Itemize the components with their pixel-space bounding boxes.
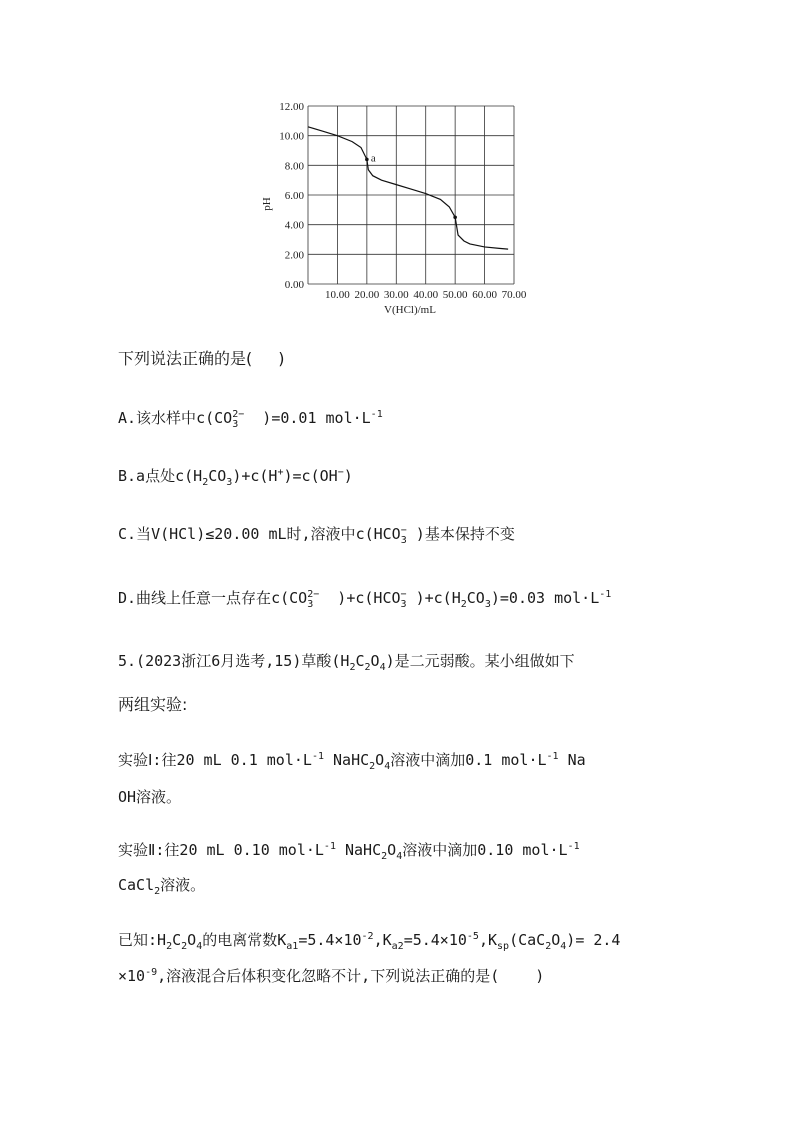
- known-end: ): [535, 967, 545, 985]
- x-tick-label: 60.00: [472, 289, 497, 301]
- exp2-label: 实验Ⅱ:往: [118, 841, 180, 859]
- known-prefix: 已知:: [118, 931, 158, 949]
- exp1-line1: 实验Ⅰ:往20 mL 0.1 $mol\cdot L^{-1}$ $NaHC_2O_4$溶液中滴加0.1 $mol\cdot L^{-1}$ Na: [118, 751, 586, 772]
- x-tick-label: 20.00: [354, 289, 380, 301]
- y-tick-label: 6.00: [284, 190, 304, 202]
- prompt-suffix: ): [278, 349, 285, 368]
- titration-curve: [308, 127, 508, 249]
- ka2-value: =5.4×10: [403, 931, 467, 949]
- q5-source: 浙江6月选考,: [181, 652, 275, 670]
- exp2-text2: 溶液中滴加: [402, 841, 478, 859]
- q5-number: 5.(2023: [118, 652, 182, 670]
- known-text1: 的电离常数: [202, 931, 278, 949]
- y-tick-label: 10.00: [279, 130, 304, 143]
- annotation-point: [453, 215, 457, 219]
- y-tick-label: 2.00: [284, 249, 304, 262]
- question-prompt: [118, 348, 285, 370]
- exp1-sup2: -1: [546, 751, 559, 762]
- option-a-value: =0.01 mol·L: [271, 409, 371, 427]
- chart-grid: [308, 106, 514, 284]
- annotation-point: [365, 158, 369, 162]
- y-axis-label: pH: [261, 197, 273, 211]
- prompt-prefix: 下列说法正确的是(: [118, 349, 253, 368]
- q5-num: 15): [274, 652, 302, 670]
- ka1-value: =5.4×10: [298, 931, 362, 949]
- exp2-sup1: -1: [323, 841, 336, 852]
- x-tick-label: 70.00: [501, 289, 527, 301]
- q5-intro-tail: 是二元弱酸。某小组做如下: [394, 652, 575, 670]
- x-tick-label: 10.00: [325, 289, 350, 301]
- option-c-condition: V(HCl)≤20.00 mL: [151, 525, 287, 543]
- ksp-tens: ×10: [118, 967, 146, 985]
- known-line2: [118, 962, 544, 987]
- x-axis-label: V(HCl)/mL: [384, 304, 436, 316]
- exp1-conc1: 20 mL 0.1 mol·L: [176, 751, 312, 769]
- option-c-mid: 时,溶液中: [286, 525, 356, 543]
- annotation-label: a: [370, 152, 376, 165]
- y-tick-label: 12.00: [279, 101, 304, 113]
- exp1-conc2: 0.1 mol·L: [465, 751, 547, 769]
- q5-intro: 草酸: [301, 652, 332, 670]
- q5-line2: 两组实验:: [118, 695, 188, 714]
- exp1-text2: 溶液中滴加: [390, 751, 466, 769]
- chart-ticks: [279, 101, 527, 301]
- option-c-tail: 基本保持不变: [424, 525, 515, 543]
- x-tick-label: 40.00: [413, 289, 439, 301]
- ksp-exp: -9: [145, 967, 158, 978]
- exp1-na: Na: [567, 751, 586, 769]
- y-tick-label: 4.00: [284, 219, 304, 232]
- option-d: D.曲线上任意一点存在$c(CO^{2-}$ 3 )+c(HCO− 3 )$+c(H_2CO_3)=0.03$ $mol\cdot L^{-1}$: [118, 589, 612, 610]
- ka2-exp: -5: [466, 931, 479, 942]
- option-b-label: B.a点处: [118, 467, 176, 485]
- titration-chart: [250, 96, 550, 326]
- exp2-line2: CaCl$_2$溶液。: [118, 876, 206, 897]
- option-a-sup: -1: [370, 409, 383, 420]
- exp2-line1: 实验Ⅱ:往20 mL 0.10 $mol\cdot L^{-1}$ $NaHC_2O_4$溶液中滴加0.10 $mol\cdot L^{-1}$: [118, 841, 580, 862]
- exp2-conc1: 20 mL 0.10 mol·L: [179, 841, 324, 859]
- exp2-tail: 溶液。: [160, 876, 206, 894]
- exp1-label: 实验Ⅰ:往: [118, 751, 177, 769]
- chart-svg: [250, 96, 550, 326]
- chart-series: [308, 127, 508, 249]
- option-a-label: A.该水样中: [118, 409, 197, 427]
- exp2-conc2: 0.10 mol·L: [477, 841, 568, 859]
- known-text2: ,溶液混合后体积变化忽略不计,下列说法正确的是(: [157, 967, 500, 985]
- option-a: A.该水样中$c(CO^{2-}$ 3 )=0.01 $mol\cdot L^{-1}$: [118, 409, 383, 430]
- ksp-value: = 2.4: [575, 931, 621, 949]
- exp2-sup2: -1: [567, 841, 580, 852]
- option-c: C.当V(HCl)≤20.00 mL时,溶液中c(HCO− 3 )基本保持不变: [118, 525, 515, 546]
- exp1-line2: OH溶液。: [118, 788, 182, 806]
- option-d-tail: =0.03 mol·L: [499, 589, 600, 607]
- option-d-label: D.曲线上任意一点存在: [118, 589, 272, 607]
- x-tick-label: 50.00: [442, 289, 468, 301]
- known-line1: 已知$:H_2C_2O_4$的电离常数$K_{a1}=5.4\times 10^{-2},K_{a2}=5.4\times 10^{-5},K_{sp}(CaC_2O_4)= 2.4$: [118, 931, 621, 952]
- y-tick-label: 0.00: [284, 279, 304, 291]
- ka1-exp: -2: [361, 931, 374, 942]
- option-d-sup: -1: [599, 589, 612, 600]
- q5-line1: 5.(2023浙江6月选考,15)草酸$(H_2C_2O_4)$是二元弱酸。某小组做如下: [118, 652, 575, 673]
- y-tick-label: 8.00: [284, 160, 304, 173]
- x-tick-label: 30.00: [383, 289, 409, 301]
- option-c-label: C.当: [118, 525, 152, 543]
- exp1-sup1: -1: [311, 751, 324, 762]
- option-b: B.a点处$c(H_2CO_3)+c(H^+)=c(OH^-)$: [118, 467, 353, 488]
